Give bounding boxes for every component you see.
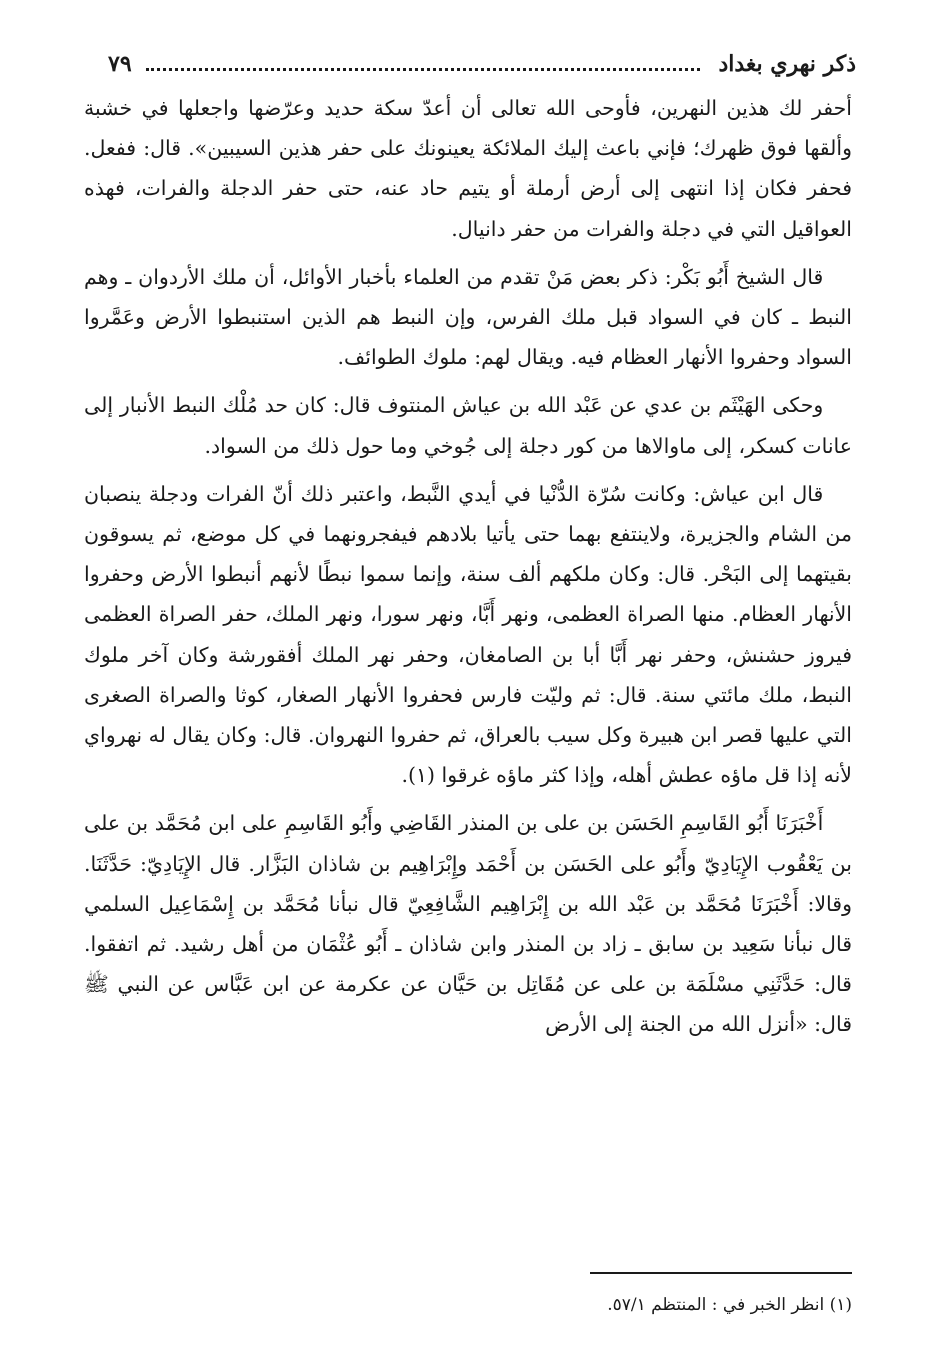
footnote: (١) انظر الخبر في : المنتظم ٥٧/١. [607, 1295, 852, 1315]
paragraph: أَخْبَرَنَا أَبُو القَاسِمِ الحَسَن بن على بن المنذر القَاضِي وأَبُو القَاسِمِ على ابن مُحَمَّد بن على بن يَعْقُوب الإِيَادِيّ وأَبُو على الحَسَن بن أَحْمَد وإِبْرَاهِيم بن شاذان البَزَّار. قال الإِيَادِيّ: حَدَّثَنَا. وقالا: أَخْبَرَنَا مُحَمَّد بن عَبْد الله بن إِبْرَاهِيم الشَّافِعِيّ قال نبأنا مُحَمَّد بن إِسْمَاعِيل السلمي قال نبأنا سَعِيد بن سابق ـ زاد بن المنذر وابن شاذان ـ أَبُو عُثْمَان من أهل رشيد. ثم اتفقوا. قال: حَدَّثَنِي مسْلَمَة بن على عن مُقَاتِل بن حَيَّان عن عكرمة عن ابن عَبَّاس عن النبي ﷺ قال: «أنزل الله من الجنة إلى الأرض [84, 811, 852, 1037]
page-header [108, 44, 856, 84]
paragraph: قال الشيخ أَبُو بَكْر: ذكر بعض مَنْ تقدم من العلماء بأخبار الأوائل، أن ملك الأردوان ـ وهم النبط ـ كان في السواد قبل ملك الفرس، وإن النبط هم الذين استنبطوا الأرض وعَمَّروا السواد وحفروا الأنهار العظام فيه. ويقال لهم: ملوك الطوائف. [84, 264, 852, 370]
page-number: ٧٩ [108, 51, 132, 77]
footnote-separator [590, 1272, 852, 1274]
paragraph: أحفر لك هذين النهرين، فأوحى الله تعالى أن أعدّ سكة حديد وعرّضها واجعلها في خشبة وألقها فوق ظهرك؛ فإني باعث إليك الملائكة يعينونك على حفر هذين السيبين». قال: ففعل. فحفر فكان إذا انتهى إلى أرض أرملة أو يتيم حاد عنه، حتى حفر الدجلة والفرات، فهذه العواقيل التي في دجلة والفرات من حفر دانيال. [84, 96, 852, 241]
page-body [84, 88, 852, 1053]
running-title: ذكر نهري بغداد [718, 51, 856, 77]
paragraph: قال ابن عياش: وكانت سُرّة الدُّنْيا في أيدي النَّبط، واعتبر ذلك أنّ الفرات ودجلة ينصبان من الشام والجزيرة، ولاينتفع بهما حتى يأتيا بلادهم فيفجرونهما في كل موضع، ثم يسوقون بقيتهما إلى البَحْر. قال: وكان ملكهم ألف سنة، وإنما سموا نبطًا لأنهم أنبطوا الأرض وحفروا الأنهار العظام. منها الصراة العظمى، ونهر أَبَّا، ونهر سورا، ونهر الملك، حفر الصراة العظمى فيروز حشنش، وحفر نهر أَبَّا أبا بن الصامغان، وحفر نهر الملك أفقورشة وكان آخر ملوك النبط، ملك مائتي سنة. قال: ثم وليّت فارس فحفروا الأنهار الصغار، كوثا والصراة الصغرى التي عليها قصر ابن هبيرة وكل سيب بالعراق، ثم حفروا النهروان. قال: وكان يقال له نهرواي لأنه إذا قل ماؤه عطش أهله، وإذا كثر ماؤه غرقوا (١). [84, 481, 852, 788]
dot-leader [146, 68, 701, 71]
paragraph: وحكى الهَيْثَم بن عدي عن عَبْد الله بن عياش المنتوف قال: كان حد مُلْك النبط الأنبار إلى عانات كسكر، إلى ماوالاها من كور دجلة إلى جُوخي وما حول ذلك من السواد. [84, 393, 852, 458]
